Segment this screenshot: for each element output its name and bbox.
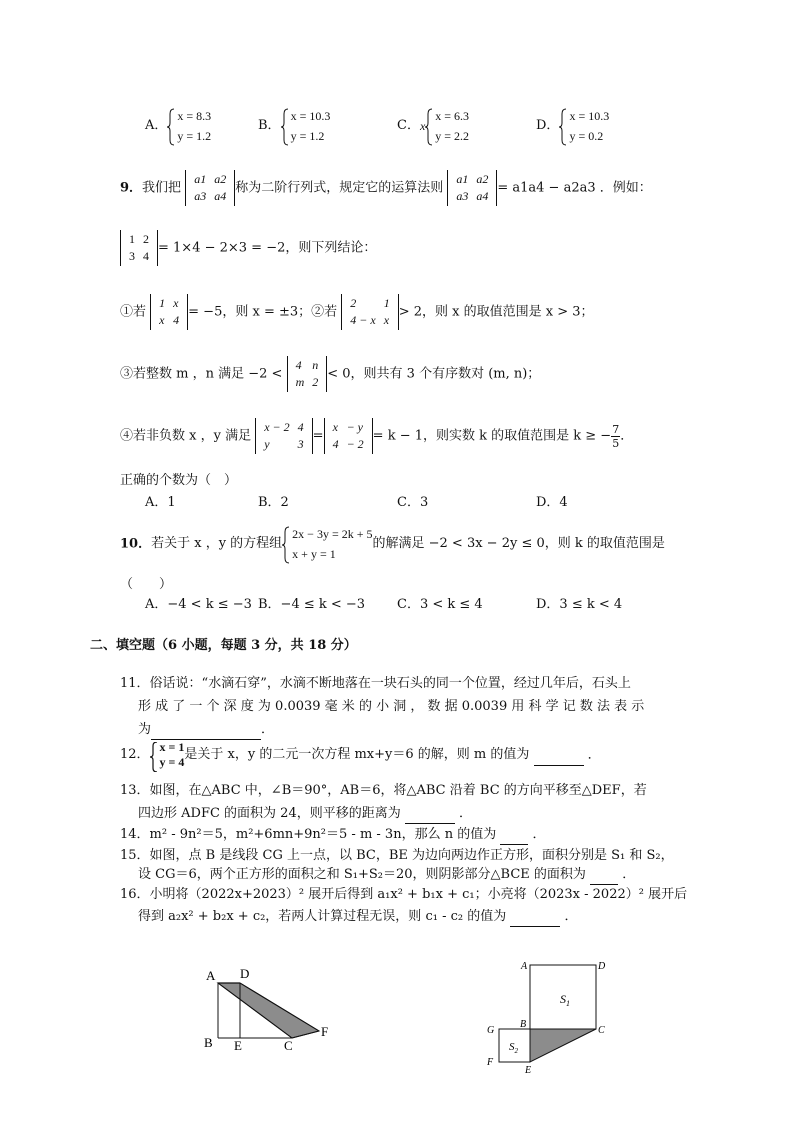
q8-option-c: C．x x = 6.3 y = 2.2 [397,106,469,146]
q10-paren: （ ） [120,577,173,592]
q10-option-c: C．3 < k ≤ 4 [397,597,483,612]
label-b: B [204,1035,213,1050]
brace-icon [281,108,289,146]
answer-blank[interactable] [405,805,455,824]
q9-option-b: B．2 [258,495,289,510]
label-a: A [206,968,216,983]
square-s2 [499,1029,530,1062]
label-b: B [520,1019,527,1030]
q10-option-b: B．−4 ≤ k < −3 [258,597,366,612]
brace-icon [167,108,175,146]
q16-line1: 16．小明将（2022x+2023）² 展开后得到 a₁x² + b₁x + c₁；小亮将（2023x - 2022）² 展开后 [120,887,688,902]
answer-blank[interactable] [500,826,528,845]
answer-blank[interactable] [151,721,261,740]
q10-option-a: A．−4 < k ≤ −3 [145,597,252,612]
label-s1: $S_1$ [560,992,570,1008]
answer-blank[interactable] [534,747,584,766]
determinant: a1 a2 a3 a4 [447,170,497,206]
label-d: D [598,961,606,972]
label-c: C [284,1038,293,1053]
q9-option-d: D．4 [536,495,568,510]
label-a: A [521,961,528,972]
shaded-triangle-bce [530,1029,596,1062]
q10-stem: 10．若关于 x ，y 的方程组 2x − 3y = 2k + 5 x + y = 1 的解满足 −2 < 3x − 2y ≤ 0，则 k 的取值范围是 [120,524,665,564]
brace-icon [559,108,567,146]
determinant: x − 2 4 y 3 [255,418,312,454]
label-e: E [234,1038,242,1053]
brace-icon [425,108,433,146]
q8-option-b: B． x = 10.3 y = 1.2 [258,106,330,146]
q10-option-d: D．3 ≤ k < 4 [536,597,623,612]
q11-line1: 11．俗话说：“水滴石穿”，水滴不断地落在一块石头的同一个位置，经过几年后，石头上 [120,676,631,691]
label-g: G [487,1025,495,1036]
answer-blank[interactable] [590,866,618,885]
label-d: D [240,966,250,981]
label-f: F [321,1024,329,1039]
brace-icon [282,526,290,564]
q9-statement-4: ④若非负数 x ，y 满足 x − 2 4 y 3 = x − y 4 − 2 = k − 1，则实数 k 的取值范围是 k ≥ − $\frac{7}{5}$ ． [120,418,633,454]
label-s2: $S_2$ [509,1041,518,1055]
label-c: C [598,1025,605,1036]
figure-translation [200,962,340,1062]
q9-ask: 正确的个数为（ ） [120,473,238,488]
section-heading: 二、填空题（6 小题，每题 3 分，共 18 分） [90,638,357,653]
q8-option-a: A． x = 8.3 y = 1.2 [145,106,211,146]
determinant: 1 x x 4 [150,294,188,330]
label-e: E [525,1065,532,1076]
q16-line2: 得到 a₂x² + b₂x + c₂，若两人计算过程无误，则 c₁ - c₂ 的值为 ． [138,908,578,927]
q13-line1: 13．如图，在△ABC 中，∠B＝90°，AB＝6，将△ABC 沿着 BC 的方向平移至△DEF，若 [120,783,647,798]
q13-line2: 四边形 ADFC 的面积为 24，则平移的距离为 ． [138,805,472,824]
shaded-parallelogram [218,983,319,1038]
q9-statement-3: ③若整数 m ，n 满足 −2 < 4 n m 2 < 0，则共有 3 个有序数对 (m, n)； [120,356,540,392]
answer-blank[interactable] [510,908,560,927]
fraction: $\frac{7}{5}$ [612,422,620,450]
q11-line2: 形 成 了 一 个 深 度 为 0.0039 毫 米 的 小 洞 ， 数 据 0.0039 用 科 学 记 数 法 表 示 [138,699,645,714]
determinant: 2 1 4 − x x [341,294,398,330]
determinant: x − y 4 − 2 [324,418,373,454]
q12: 12． x = 1 y = 4 是关于 x，y 的二元一次方程 mx+y＝6 的解，则 m 的值为 ． [120,740,601,770]
q11-line3: 为 ． [138,721,274,740]
brace-icon [150,742,158,772]
q8-option-d: D． x = 10.3 y = 0.2 [536,106,609,146]
q9-option-a: A．1 [145,495,176,510]
q14: 14．m² - 9n²＝5，m²+6mn+9n²＝5 - m - 3n，那么 n 的值为 ． [120,826,546,845]
q9-example: 1 2 3 4 = 1×4 − 2×3 = −2，则下列结论： [120,230,376,266]
q15-line2: 设 CG＝6，两个正方形的面积之和 S₁+S₂＝20，则阴影部分△BCE 的面积为 ． [138,866,635,885]
q8-options [145,106,625,146]
figure-squares [483,955,623,1080]
label-f: F [487,1057,494,1068]
determinant: 4 n m 2 [287,356,328,392]
q15-line1: 15．如图，点 B 是线段 CG 上一点，以 BC，BE 为边向两边作正方形，面积分别是 S₁ 和 S₂， [120,848,674,863]
q9-stem: 9．我们把 a1 a2 a3 a4 称为二阶行列式，规定它的运算法则 a1 a2 a3 a4 = a1a4 − a2a3 ．例如： [120,170,652,206]
determinant: a1 a2 a3 a4 [185,170,235,206]
determinant: 1 2 3 4 [120,230,158,266]
q9-option-c: C．3 [397,495,429,510]
q9-statement-1-2: ①若 1 x x 4 = −5，则 x = ±3；②若 2 1 4 − x x > 2，则 x 的取值范围是 x > 3； [120,294,594,330]
